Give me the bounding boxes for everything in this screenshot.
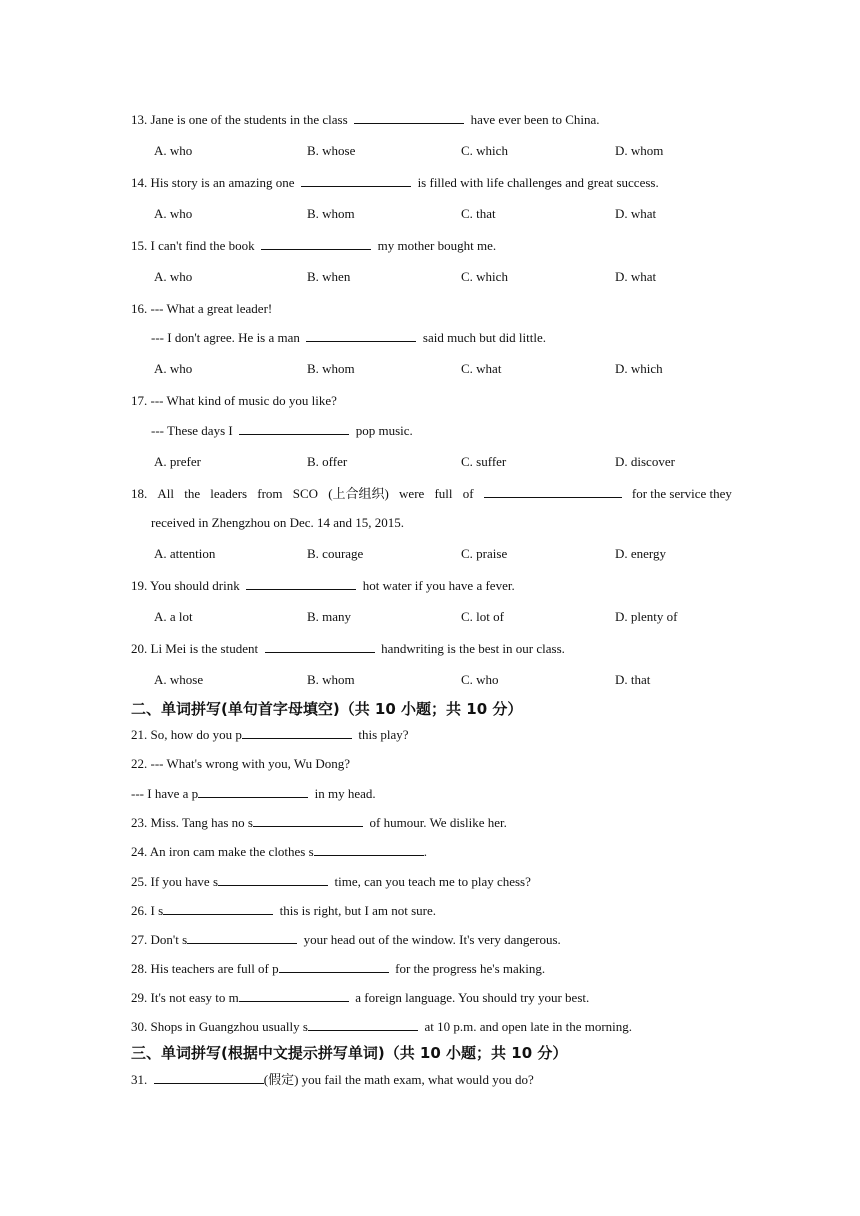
question-word: full [434, 486, 453, 501]
question-number: 19. [131, 578, 148, 593]
question-text: --- What a great leader! [150, 301, 273, 316]
item-text: 22. --- What's wrong with you, Wu Dong? [131, 756, 351, 771]
option-d[interactable]: D. discover [615, 454, 675, 469]
item-text: . [423, 844, 427, 859]
question-word: the [184, 486, 201, 501]
item-text: this is right, but I am not sure. [279, 903, 436, 918]
answer-blank[interactable] [253, 815, 363, 827]
answer-blank[interactable] [163, 903, 273, 915]
question-text: His story is an amazing one [150, 175, 295, 190]
item-text: 21. So, how do you p [131, 727, 242, 742]
option-c[interactable]: C. that [461, 206, 496, 221]
question-20 [131, 641, 565, 657]
option-a[interactable]: A. attention [154, 546, 216, 561]
question-text: --- What kind of music do you like? [150, 393, 337, 408]
item-text: 26. I s [131, 903, 164, 918]
option-a[interactable]: A. who [154, 143, 193, 158]
item-text: 29. It's not easy to m [131, 990, 239, 1005]
question-number: 31. [131, 1072, 148, 1087]
option-d[interactable]: D. what [615, 269, 657, 284]
question-number: 13. [131, 112, 148, 127]
question-18-line-2: received in Zhengzhou on Dec. 14 and 15, 2015. [151, 515, 405, 530]
answer-blank[interactable] [198, 786, 308, 798]
item-text: your head out of the window. It's very dangerous. [303, 932, 561, 947]
spelling-item-25 [131, 874, 531, 890]
item-text: (假定) you fail the math exam, what would you do? [263, 1072, 534, 1087]
option-b[interactable]: B. whom [307, 206, 355, 221]
question-text: pop music. [355, 423, 413, 438]
option-c[interactable]: C. what [461, 361, 502, 376]
question-14 [131, 175, 659, 191]
option-b[interactable]: B. when [307, 269, 351, 284]
option-c[interactable]: C. who [461, 672, 499, 687]
question-text: I can't find the book [150, 238, 255, 253]
option-a[interactable]: A. a lot [154, 609, 193, 624]
option-a[interactable]: A. prefer [154, 454, 201, 469]
question-text: You should drink [150, 578, 240, 593]
question-word: All [157, 486, 175, 501]
item-text: 24. An iron cam make the clothes s [131, 844, 314, 859]
answer-blank[interactable] [306, 330, 416, 342]
answer-blank[interactable] [484, 486, 622, 498]
item-text: time, can you teach me to play chess? [334, 874, 531, 889]
answer-blank[interactable] [279, 961, 389, 973]
item-text: a foreign language. You should try your best. [355, 990, 590, 1005]
question-text: Li Mei is the student [150, 641, 259, 656]
item-text: --- I have a p [131, 786, 199, 801]
answer-blank[interactable] [265, 641, 375, 653]
question-word: SCO [292, 486, 319, 501]
option-d[interactable]: D. that [615, 672, 651, 687]
option-b[interactable]: B. many [307, 609, 352, 624]
option-d[interactable]: D. what [615, 206, 657, 221]
option-d[interactable]: D. energy [615, 546, 667, 561]
option-b[interactable]: B. offer [307, 454, 348, 469]
spelling-item-26 [131, 903, 436, 919]
question-text: handwriting is the best in our class. [381, 641, 565, 656]
spelling-item-23 [131, 815, 507, 831]
question-word: of [462, 486, 474, 501]
spelling-item-30 [131, 1019, 632, 1035]
option-d[interactable]: D. which [615, 361, 663, 376]
option-b[interactable]: B. courage [307, 546, 364, 561]
answer-blank[interactable] [314, 844, 424, 856]
option-a[interactable]: A. who [154, 269, 193, 284]
spelling-item-22-answer [131, 786, 376, 802]
option-a[interactable]: A. who [154, 361, 193, 376]
spelling-item-27 [131, 932, 561, 948]
question-19 [131, 578, 515, 594]
question-text: hot water if you have a fever. [362, 578, 515, 593]
option-b[interactable]: B. whose [307, 143, 356, 158]
option-c[interactable]: C. lot of [461, 609, 504, 624]
question-15 [131, 238, 496, 254]
answer-blank[interactable] [246, 578, 356, 590]
question-text: have ever been to China. [470, 112, 600, 127]
question-number: 20. [131, 641, 148, 656]
spelling-item-31 [131, 1072, 534, 1088]
spelling-item-28 [131, 961, 545, 977]
answer-blank[interactable] [261, 238, 371, 250]
item-text: 23. Miss. Tang has no s [131, 815, 253, 830]
question-number: 17. [131, 393, 148, 408]
question-text: --- These days I [151, 423, 233, 438]
answer-blank[interactable] [239, 990, 349, 1002]
option-b[interactable]: B. whom [307, 361, 355, 376]
item-text: of humour. We dislike her. [369, 815, 507, 830]
answer-blank[interactable] [187, 932, 297, 944]
item-text: at 10 p.m. and open late in the morning. [424, 1019, 633, 1034]
question-18 [131, 486, 732, 502]
option-c[interactable]: C. suffer [461, 454, 507, 469]
question-17 [131, 393, 337, 409]
question-word: leaders [210, 486, 248, 501]
question-text: --- I don't agree. He is a man [151, 330, 300, 345]
question-text: said much but did little. [422, 330, 547, 345]
question-word: (上合组织) [328, 486, 389, 501]
item-text: this play? [358, 727, 409, 742]
option-c[interactable]: C. which [461, 143, 508, 158]
answer-blank[interactable] [354, 112, 464, 124]
question-number: 15. [131, 238, 148, 253]
question-text: for the service they [631, 486, 732, 501]
question-text: is filled with life challenges and great success. [417, 175, 659, 190]
question-16-line-2 [151, 330, 546, 346]
question-17-line-2 [151, 423, 413, 439]
answer-blank[interactable] [301, 175, 411, 187]
question-word: from [257, 486, 283, 501]
section-3-heading: 三、单词拼写(根据中文提示拼写单词)（共 10 小题；共 10 分） [131, 1044, 568, 1062]
item-text: for the progress he's making. [395, 961, 546, 976]
item-text: in my head. [314, 786, 376, 801]
spelling-item-22 [131, 756, 350, 772]
answer-blank[interactable] [218, 874, 328, 886]
question-13 [131, 112, 600, 128]
question-number: 16. [131, 301, 148, 316]
section-2-heading: 二、单词拼写(单句首字母填空)（共 10 小题；共 10 分） [131, 700, 523, 718]
spelling-item-29 [131, 990, 589, 1006]
option-d[interactable]: D. whom [615, 143, 664, 158]
option-d[interactable]: D. plenty of [615, 609, 678, 624]
item-text: 27. Don't s [131, 932, 188, 947]
question-text: my mother bought me. [377, 238, 497, 253]
answer-blank[interactable] [239, 423, 349, 435]
answer-blank[interactable] [154, 1072, 264, 1084]
option-a[interactable]: A. whose [154, 672, 204, 687]
option-c[interactable]: C. which [461, 269, 508, 284]
spelling-item-24 [131, 844, 427, 860]
question-text: Jane is one of the students in the class [150, 112, 348, 127]
answer-blank[interactable] [308, 1019, 418, 1031]
question-16 [131, 301, 272, 317]
answer-blank[interactable] [242, 727, 352, 739]
option-c[interactable]: C. praise [461, 546, 508, 561]
item-text: 25. If you have s [131, 874, 219, 889]
question-number: 18. [131, 486, 148, 501]
item-text: 28. His teachers are full of p [131, 961, 279, 976]
question-number: 14. [131, 175, 148, 190]
option-b[interactable]: B. whom [307, 672, 355, 687]
spelling-item-21 [131, 727, 409, 743]
option-a[interactable]: A. who [154, 206, 193, 221]
question-word: were [399, 486, 425, 501]
item-text: 30. Shops in Guangzhou usually s [131, 1019, 308, 1034]
